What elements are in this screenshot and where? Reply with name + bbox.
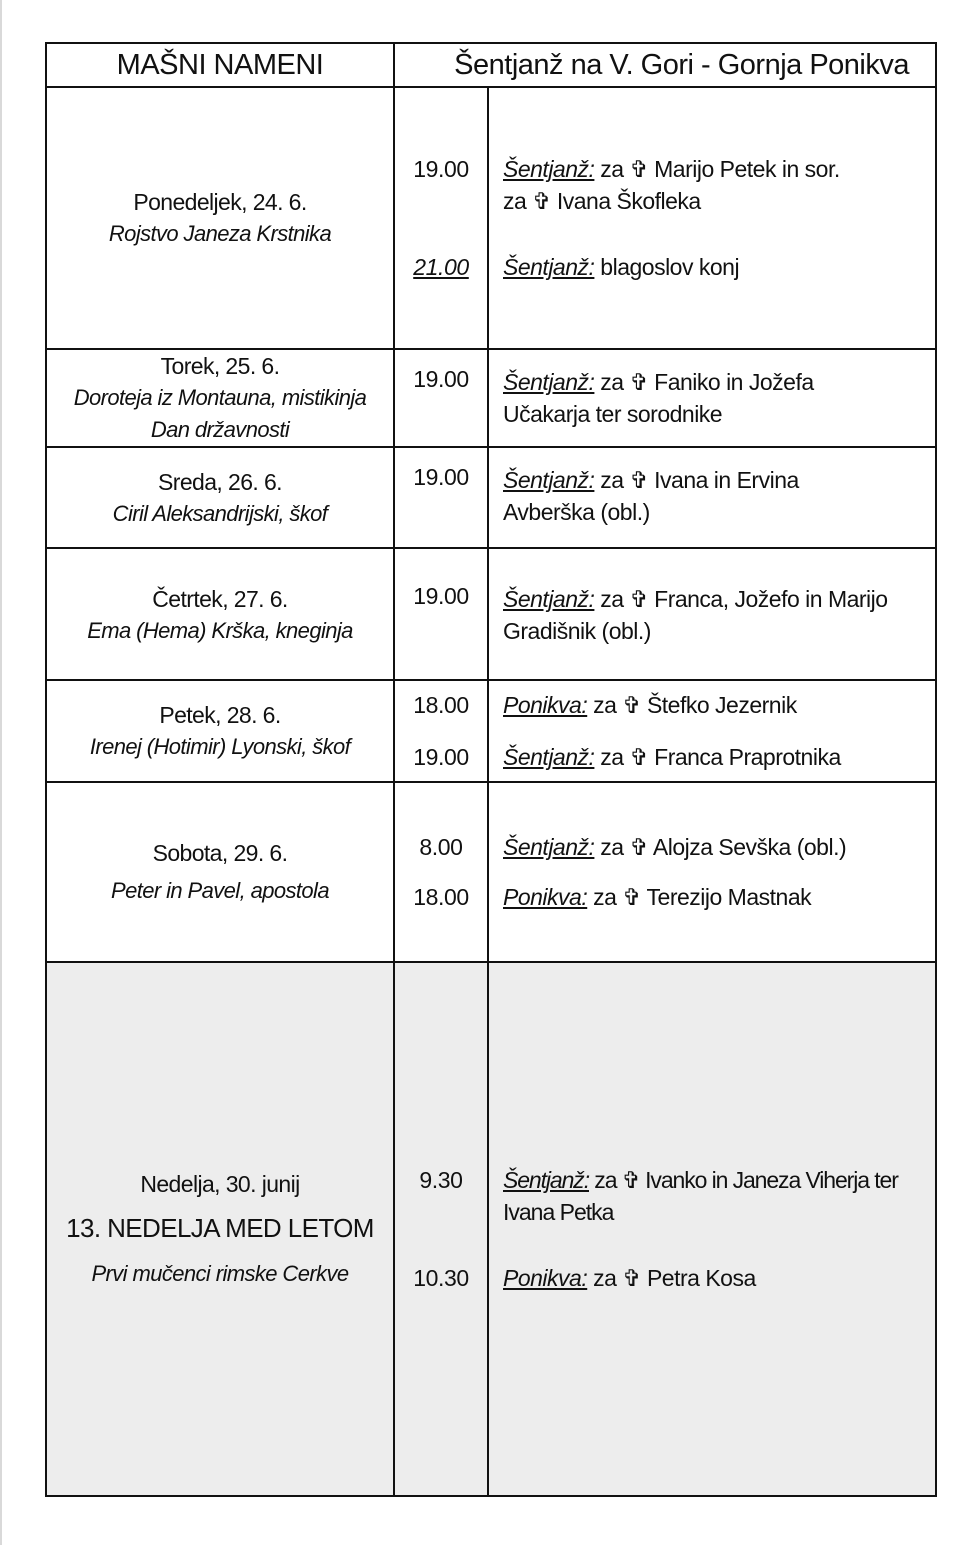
day-row-saturday [46,782,936,962]
day-feast: Prvi mučenci rimske Cerkve [91,1261,349,1286]
mass-time: 19.00 [413,366,469,392]
intention-cell [488,87,936,349]
day-row-tuesday [46,349,936,447]
time-cell [394,87,488,349]
intention-text: blagoslov konj [600,254,740,280]
location-label: Šentjanž: [503,744,595,770]
day-feast: Rojstvo Janeza Krstnika [108,221,332,246]
time-cell [394,962,488,1496]
mass-time: 8.00 [419,834,463,860]
intention-text: Gradišnik (obl.) [503,618,651,644]
mass-time: 19.00 [413,156,469,182]
intention-text: za ✞ Faniko in Jožefa [600,369,814,395]
intention-text: za ✞ Petra Kosa [593,1265,756,1291]
day-cell [46,962,394,1496]
day-name: Petek, 28. 6. [159,702,281,728]
table-header-row [46,43,936,87]
intention-cell [488,548,936,680]
day-feast: Ema (Hema) Krška, kneginja [87,618,353,643]
intention-text: za ✞ Ivana Škofleka [503,188,701,214]
page-edge [0,0,2,1545]
location-label: Ponikva: [503,1265,588,1291]
mass-time: 19.00 [413,464,469,490]
day-feast: Ciril Aleksandrijski, škof [112,500,328,526]
mass-schedule-table [45,42,937,1497]
mass-time: 10.30 [413,1265,469,1291]
intention-text: Učakarja ter sorodnike [503,401,723,427]
day-name: Četrtek, 27. 6. [152,586,288,612]
day-cell [46,87,394,349]
location-label: Šentjanž: [503,834,595,860]
day-feast: Doroteja iz Montauna, mistikinja [73,385,367,410]
mass-time: 19.00 [413,583,469,609]
day-cell [46,782,394,962]
intention-cell [488,782,936,962]
day-feast: Irenej (Hotimir) Lyonski, škof [89,734,351,759]
day-feast-secondary: Dan državnosti [150,417,290,442]
intention-text: za ✞ Franca, Jožefo in Marijo [600,586,888,612]
location-label: Šentjanž: [503,254,595,280]
location-label: Šentjanž: [503,586,595,612]
mass-time: 9.30 [419,1167,463,1193]
intention-cell [488,962,936,1496]
time-cell [394,680,488,782]
day-name: Ponedeljek, 24. 6. [133,189,307,215]
day-name: Sreda, 26. 6. [158,468,282,495]
intention-text: za ✞ Ivana in Ervina [600,467,799,493]
header-parish: Šentjanž na V. Gori - Gornja Ponikva [394,43,936,87]
day-cell [46,680,394,782]
intention-text: za ✞ Alojza Sevška (obl.) [600,834,847,860]
time-cell [394,548,488,680]
day-name: Sobota, 29. 6. [152,840,288,866]
location-label: Šentjanž: [503,156,595,182]
day-name: Torek, 25. 6. [160,353,280,379]
mass-time: 18.00 [413,692,469,718]
intention-cell [488,349,936,447]
location-label: Šentjanž: [503,467,595,493]
location-label: Šentjanž: [503,369,595,395]
intention-text: Ivana Petka [503,1199,614,1225]
day-row-thursday [46,548,936,680]
day-cell [46,548,394,680]
location-label: Ponikva: [503,692,588,718]
intention-text: za ✞ Marijo Petek in sor. [600,156,840,182]
day-row-friday [46,680,936,782]
day-row-monday [46,87,936,349]
mass-time-special: 21.00 [413,254,469,280]
time-cell [394,447,488,548]
sunday-title: 13. NEDELJA MED LETOM [66,1213,374,1243]
intention-cell [488,447,936,548]
day-row-sunday [46,962,936,1496]
mass-time: 19.00 [413,744,469,770]
time-cell [394,349,488,447]
day-feast: Peter in Pavel, apostola [111,878,329,903]
intention-text: za ✞ Ivanko in Janeza Viherja ter [594,1167,898,1193]
header-mass-intentions: MAŠNI NAMENI [46,43,394,87]
intention-text: za ✞ Štefko Jezernik [593,692,797,718]
day-cell [46,349,394,447]
location-label: Ponikva: [503,884,588,910]
intention-text: Avberška (obl.) [503,499,650,525]
intention-text: za ✞ Terezijo Mastnak [593,884,812,910]
mass-time: 18.00 [413,884,469,910]
day-row-wednesday [46,447,936,548]
day-cell [46,447,394,548]
location-label: Šentjanž: [503,1167,589,1193]
intention-cell [488,680,936,782]
day-name: Nedelja, 30. junij [140,1171,300,1197]
intention-text: za ✞ Franca Praprotnika [600,744,841,770]
time-cell [394,782,488,962]
